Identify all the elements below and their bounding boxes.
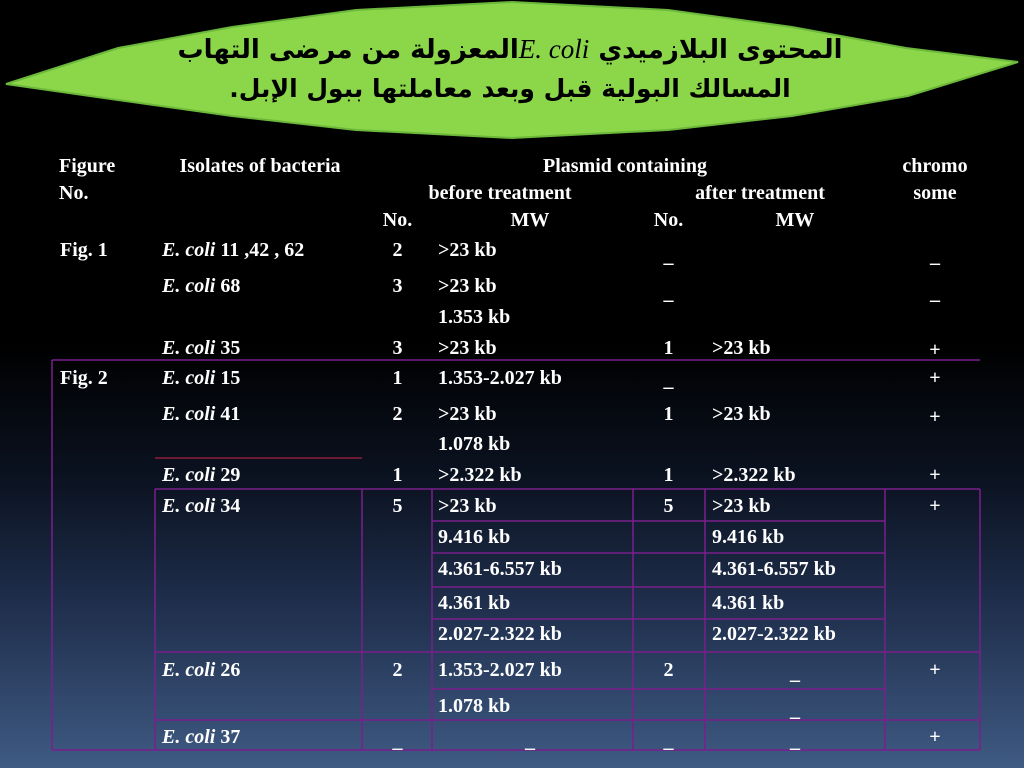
chromosome: +: [929, 464, 941, 486]
title-part-a: المحتوى البلازميدي: [589, 35, 843, 65]
mw-before: 4.361-6.557 kb: [438, 558, 562, 580]
mw-before: >2.322 kb: [438, 464, 522, 486]
mw-before: >23 kb: [438, 337, 497, 359]
no-after: 1: [663, 403, 674, 425]
table-row-isolate: E. coli 15: [162, 367, 241, 389]
no-after: 2: [663, 659, 674, 681]
mw-before: 2.027-2.322 kb: [438, 623, 562, 645]
header-mw-after: MW: [775, 209, 815, 231]
header-before-treatment: before treatment: [428, 182, 572, 204]
mw-before: >23 kb: [438, 403, 497, 425]
mw-before: 1.353 kb: [438, 306, 511, 328]
mw-before: >23 kb: [438, 495, 497, 517]
header-isolates: Isolates of bacteria: [179, 155, 341, 177]
header-chromosome-2: some: [913, 182, 957, 204]
table-row-isolate: E. coli 34: [162, 495, 241, 517]
title-line-2: المسالك البولية قبل وبعد معاملتها ببول الإبل.: [229, 74, 791, 103]
no-after: _: [663, 282, 674, 304]
chromosome: +: [929, 495, 941, 517]
header-mw-before: MW: [510, 209, 550, 231]
mw-before: >23 kb: [438, 239, 497, 261]
mw-after: 2.027-2.322 kb: [712, 623, 836, 645]
no-after: _: [663, 245, 674, 267]
no-after: _: [663, 369, 674, 391]
table-row-isolate: E. coli 35: [162, 337, 241, 359]
mw-after: _: [790, 662, 800, 684]
no-before: 2: [392, 239, 403, 261]
mw-before: >23 kb: [438, 275, 497, 297]
mw-before: 4.361 kb: [438, 592, 511, 614]
header-chromosome-1: chromo: [902, 155, 968, 177]
no-after: 1: [663, 464, 674, 486]
table-row-isolate: E. coli 29: [162, 464, 241, 486]
fig-label-2: Fig. 2: [60, 367, 108, 389]
chromosome: +: [929, 339, 941, 361]
mw-after: 9.416 kb: [712, 526, 785, 548]
header-no-after: No.: [653, 209, 684, 231]
mw-before: 1.353-2.027 kb: [438, 659, 562, 681]
title-part-b: المعزولة من مرضى التهاب: [177, 35, 519, 65]
no-after: 5: [663, 495, 674, 517]
mw-before: 9.416 kb: [438, 526, 511, 548]
fig-label-1: Fig. 1: [60, 239, 108, 261]
header-after-treatment: after treatment: [695, 182, 825, 204]
header-figure: Figure: [59, 155, 116, 177]
chromosome: _: [930, 245, 940, 267]
mw-before: _: [525, 730, 535, 752]
table-row-isolate: E. coli 41: [162, 403, 241, 425]
no-before: _: [392, 730, 403, 752]
mw-before: 1.078 kb: [438, 433, 511, 455]
mw-after: >2.322 kb: [712, 464, 796, 486]
no-before: 5: [392, 495, 403, 517]
table-row-isolate: E. coli 37: [162, 726, 241, 748]
chromosome: +: [929, 367, 941, 389]
no-before: 3: [392, 275, 403, 297]
mw-after: >23 kb: [712, 495, 771, 517]
table-row-isolate: E. coli 11 ,42 , 62: [162, 239, 305, 261]
mw-after: >23 kb: [712, 403, 771, 425]
no-after: 1: [663, 337, 674, 359]
table-row-isolate: E. coli 68: [162, 275, 241, 297]
mw-after: >23 kb: [712, 337, 771, 359]
header-plasmid: Plasmid containing: [543, 155, 707, 177]
header-figure-no: No.: [59, 182, 89, 204]
mw-after: 4.361 kb: [712, 592, 785, 614]
mw-after: 4.361-6.557 kb: [712, 558, 836, 580]
chromosome: +: [929, 726, 941, 748]
header-no-before: No.: [382, 209, 413, 231]
no-before: 1: [392, 367, 403, 389]
mw-before: 1.078 kb: [438, 695, 511, 717]
mw-after: _: [790, 699, 800, 721]
no-before: 1: [392, 464, 403, 486]
no-before: 2: [392, 403, 403, 425]
table-row-isolate: E. coli 26: [162, 659, 241, 681]
chromosome: +: [929, 659, 941, 681]
mw-before: 1.353-2.027 kb: [438, 367, 562, 389]
no-before: 3: [392, 337, 403, 359]
chromosome: +: [929, 406, 941, 428]
title-species: E. coli: [518, 34, 590, 64]
chromosome: _: [930, 282, 940, 304]
no-after: _: [663, 730, 674, 752]
mw-after: _: [790, 730, 800, 752]
no-before: 2: [392, 659, 403, 681]
